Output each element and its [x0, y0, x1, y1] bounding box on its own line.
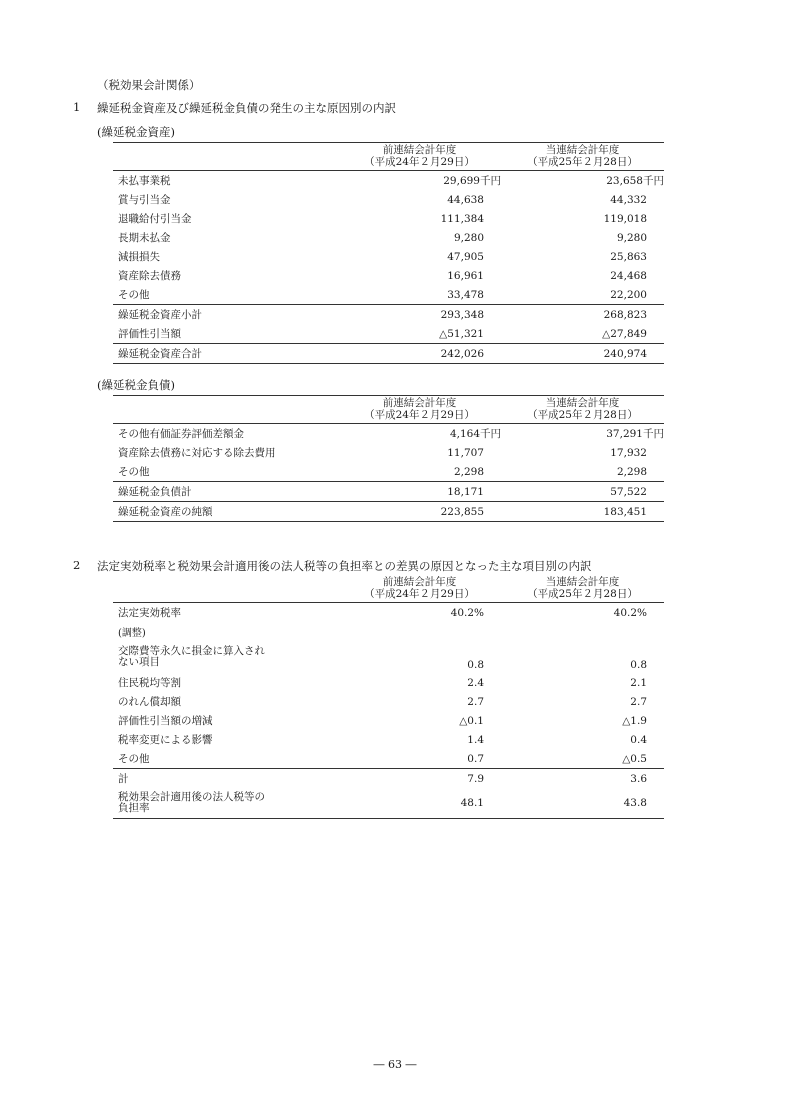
item2-number: 2: [73, 558, 81, 572]
header-prev-year: 前連結会計年度 （平成24年２月29日）: [338, 396, 501, 424]
page-number: ― 63 ―: [373, 1058, 417, 1071]
item1-number: 1: [73, 100, 81, 114]
table-row: 交際費等永久に損金に算入され ない項目 0.8 0.8: [118, 645, 647, 671]
assets-caption: (繰延税金資産): [97, 125, 175, 139]
table-row: (調整): [118, 628, 146, 639]
tax-rate-reconciliation-table: [113, 575, 664, 819]
header-blank: [113, 396, 338, 424]
header-blank: [113, 575, 338, 603]
table-row: 賞与引当金 44,638 44,332: [118, 193, 647, 206]
effective-rate-row: 税効果会計適用後の法人税等の 負担率 48.1 43.8: [113, 788, 664, 819]
table-header-row: [113, 575, 664, 603]
table-row: その他 2,298 2,298: [118, 465, 647, 478]
table-row: 税率変更による影響 1.4 0.4: [118, 733, 647, 746]
liabilities-caption: (繰延税金負債): [97, 378, 175, 392]
table-row: その他 0.7 △0.5: [118, 752, 647, 765]
header-blank: [113, 143, 338, 171]
table-row: 評価性引当額の増減 △0.1 △1.9: [118, 714, 647, 727]
table-row: 法定実効税率 40.2% 40.2%: [118, 606, 647, 619]
item1-title: 繰延税金資産及び繰延税金負債の発生の主な原因別の内訳: [97, 101, 396, 115]
table-row: 資産除去債務に対応する除去費用 11,707 17,932: [118, 446, 647, 459]
header-prev-year: 前連結会計年度 （平成24年２月29日）: [338, 143, 501, 171]
total-row: 繰延税金資産合計 242,026 240,974: [113, 344, 664, 364]
header-curr-year: 当連結会計年度 （平成25年２月28日）: [501, 143, 664, 171]
table-row: 減損損失 47,905 25,863: [118, 250, 647, 263]
total-row: 繰延税金負債計 18,171 57,522: [113, 482, 664, 502]
table-row: 長期未払金 9,280 9,280: [118, 231, 647, 244]
table-row: 退職給付引当金 111,384 119,018: [118, 212, 647, 225]
table-row: その他 33,478 22,200: [118, 288, 647, 301]
section-title: （税効果会計関係）: [97, 78, 201, 92]
table-row: 未払事業税 29,699千円 23,658千円: [118, 175, 664, 187]
header-curr-year: 当連結会計年度 （平成25年２月28日）: [501, 396, 664, 424]
table-row: 資産除去債務 16,961 24,468: [118, 269, 647, 282]
total-row: 計 7.9 3.6: [113, 769, 664, 789]
deferred-tax-liabilities-table: [113, 395, 664, 522]
header-curr-year: 当連結会計年度 （平成25年２月28日）: [501, 575, 664, 603]
header-prev-year: 前連結会計年度 （平成24年２月29日）: [338, 575, 501, 603]
table-row: 評価性引当額 △51,321 △27,849: [118, 327, 647, 340]
net-row: 繰延税金資産の純額 223,855 183,451: [113, 502, 664, 522]
table-row: のれん償却額 2.7 2.7: [118, 695, 647, 708]
table-row: 住民税均等割 2.4 2.1: [118, 676, 647, 689]
deferred-tax-assets-table: [113, 142, 664, 364]
subtotal-row: 繰延税金資産小計 293,348 268,823: [113, 305, 664, 325]
table-header-row: [113, 143, 664, 171]
table-header-row: [113, 396, 664, 424]
table-row: その他有価証券評価差額金 4,164千円 37,291千円: [118, 428, 664, 440]
item2-title: 法定実効税率と税効果会計適用後の法人税等の負担率との差異の原因となった主な項目別の内訳: [97, 559, 592, 573]
